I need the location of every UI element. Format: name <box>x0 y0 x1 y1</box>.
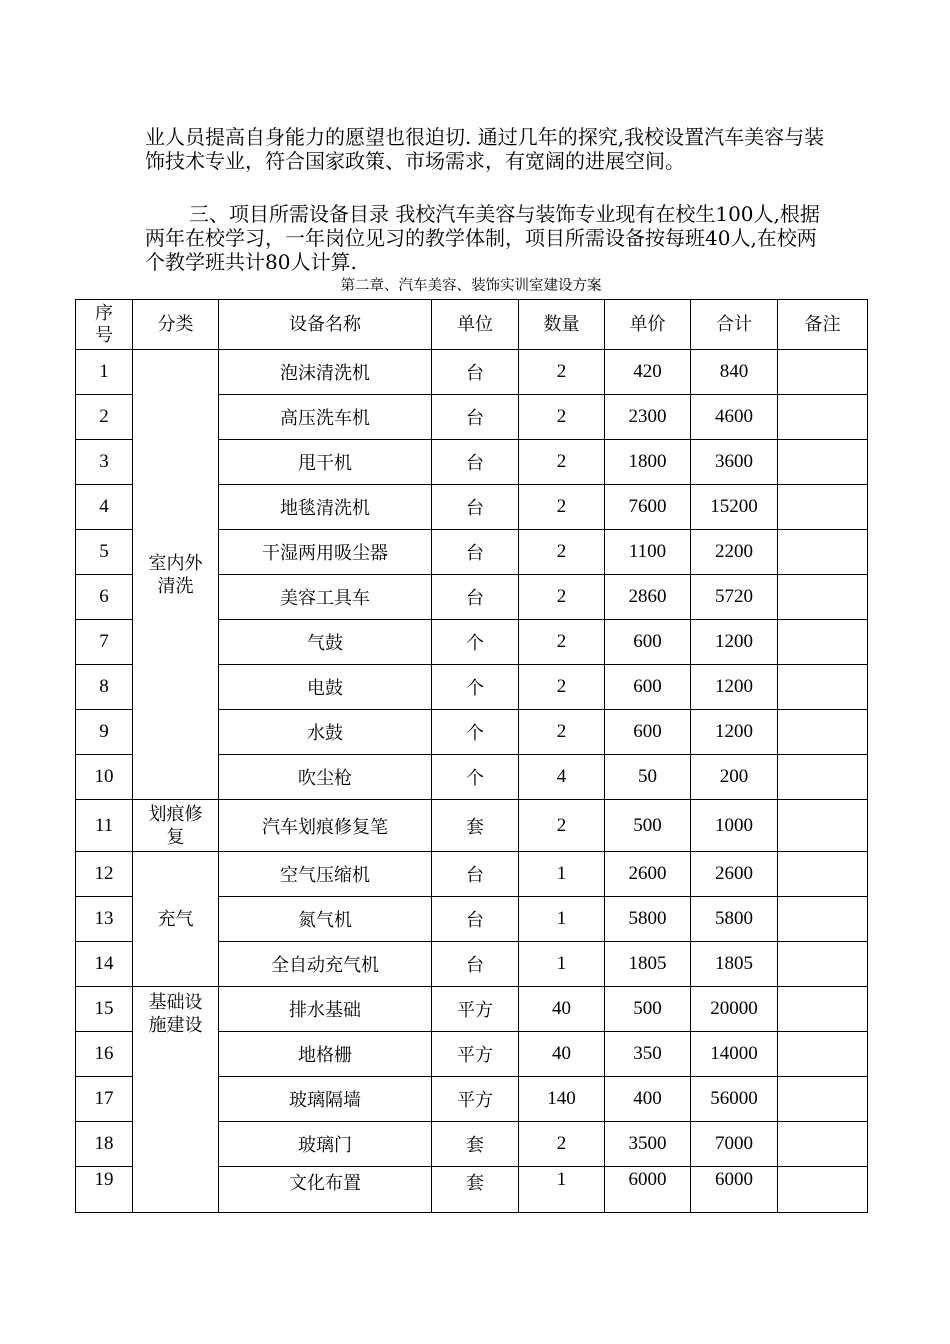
cell-note <box>778 1167 868 1213</box>
cell-total: 1200 <box>691 710 778 755</box>
cell-total: 3600 <box>691 440 778 485</box>
cell-unit: 个 <box>432 620 519 665</box>
cell-unit: 套 <box>432 1122 519 1167</box>
cell-note <box>778 575 868 620</box>
cell-name: 电鼓 <box>219 665 432 710</box>
cell-price: 6000 <box>605 1167 691 1213</box>
cell-no: 6 <box>76 575 133 620</box>
cell-note <box>778 942 868 987</box>
cell-price: 600 <box>605 665 691 710</box>
cell-no: 3 <box>76 440 133 485</box>
cell-name: 泡沫清洗机 <box>219 350 432 395</box>
cell-name: 水鼓 <box>219 710 432 755</box>
cell-note <box>778 350 868 395</box>
cell-total: 14000 <box>691 1032 778 1077</box>
table-row <box>76 800 868 852</box>
cell-total: 20000 <box>691 987 778 1032</box>
cell-note <box>778 395 868 440</box>
header-no: 序号 <box>76 300 133 350</box>
cell-total: 1000 <box>691 800 778 852</box>
cell-total: 56000 <box>691 1077 778 1122</box>
cell-no: 18 <box>76 1122 133 1167</box>
table-row <box>76 350 868 395</box>
cell-name: 玻璃隔墙 <box>219 1077 432 1122</box>
cell-unit: 台 <box>432 350 519 395</box>
cell-no: 1 <box>76 350 133 395</box>
cell-total: 5800 <box>691 897 778 942</box>
cell-qty: 2 <box>519 710 605 755</box>
cell-qty: 140 <box>519 1077 605 1122</box>
cell-price: 2300 <box>605 395 691 440</box>
cell-price: 1100 <box>605 530 691 575</box>
cell-unit: 台 <box>432 897 519 942</box>
cell-qty: 2 <box>519 530 605 575</box>
cell-total: 5720 <box>691 575 778 620</box>
cell-no: 19 <box>76 1167 133 1213</box>
cell-price: 50 <box>605 755 691 800</box>
cell-name: 地格栅 <box>219 1032 432 1077</box>
cell-total: 15200 <box>691 485 778 530</box>
cell-note <box>778 620 868 665</box>
cell-name: 高压洗车机 <box>219 395 432 440</box>
category-cell: 室内外清洗 <box>133 350 219 800</box>
cell-unit: 套 <box>432 800 519 852</box>
table-row <box>76 852 868 897</box>
cell-total: 1805 <box>691 942 778 987</box>
cell-no: 13 <box>76 897 133 942</box>
cell-unit: 平方 <box>432 1032 519 1077</box>
cell-name: 汽车划痕修复笔 <box>219 800 432 852</box>
table-row <box>76 987 868 1032</box>
cell-total: 1200 <box>691 620 778 665</box>
category-cell: 充气 <box>133 852 219 987</box>
cell-name: 玻璃门 <box>219 1122 432 1167</box>
cell-note <box>778 440 868 485</box>
cell-qty: 1 <box>519 897 605 942</box>
cell-total: 7000 <box>691 1122 778 1167</box>
cell-name: 文化布置 <box>219 1167 432 1213</box>
cell-note <box>778 485 868 530</box>
category-cell: 基础设施建设 <box>133 987 219 1213</box>
cell-unit: 台 <box>432 395 519 440</box>
header-category: 分类 <box>133 300 219 350</box>
cell-qty: 40 <box>519 1032 605 1077</box>
cell-note <box>778 710 868 755</box>
cell-qty: 40 <box>519 987 605 1032</box>
cell-qty: 2 <box>519 1122 605 1167</box>
cell-no: 2 <box>76 395 133 440</box>
cell-qty: 1 <box>519 942 605 987</box>
cell-price: 7600 <box>605 485 691 530</box>
cell-no: 11 <box>76 800 133 852</box>
cell-no: 7 <box>76 620 133 665</box>
cell-price: 1800 <box>605 440 691 485</box>
cell-no: 17 <box>76 1077 133 1122</box>
cell-qty: 2 <box>519 395 605 440</box>
cell-unit: 台 <box>432 440 519 485</box>
cell-note <box>778 852 868 897</box>
cell-qty: 2 <box>519 575 605 620</box>
cell-note <box>778 987 868 1032</box>
cell-qty: 2 <box>519 440 605 485</box>
cell-note <box>778 1077 868 1122</box>
cell-qty: 4 <box>519 755 605 800</box>
category-cell: 划痕修复 <box>133 800 219 852</box>
cell-qty: 2 <box>519 800 605 852</box>
cell-note <box>778 665 868 710</box>
cell-no: 9 <box>76 710 133 755</box>
cell-qty: 2 <box>519 350 605 395</box>
cell-note <box>778 1122 868 1167</box>
body-paragraph-2-text: 三、项目所需设备目录 我校汽车美容与装饰专业现有在校生100人,根据两年在校学习，一年岗位见习的教学体制，项目所需设备按每班40人,在校两个教学班共计80人计算. <box>145 202 820 274</box>
cell-name: 美容工具车 <box>219 575 432 620</box>
cell-note <box>778 1032 868 1077</box>
cell-name: 氮气机 <box>219 897 432 942</box>
cell-qty: 2 <box>519 485 605 530</box>
cell-qty: 1 <box>519 852 605 897</box>
cell-qty: 2 <box>519 665 605 710</box>
cell-name: 干湿两用吸尘器 <box>219 530 432 575</box>
cell-price: 420 <box>605 350 691 395</box>
cell-unit: 套 <box>432 1167 519 1213</box>
cell-total: 840 <box>691 350 778 395</box>
cell-name: 吹尘枪 <box>219 755 432 800</box>
cell-name: 甩干机 <box>219 440 432 485</box>
cell-no: 10 <box>76 755 133 800</box>
cell-price: 400 <box>605 1077 691 1122</box>
cell-price: 500 <box>605 987 691 1032</box>
cell-price: 350 <box>605 1032 691 1077</box>
cell-qty: 2 <box>519 620 605 665</box>
cell-no: 14 <box>76 942 133 987</box>
cell-unit: 台 <box>432 942 519 987</box>
body-paragraph-2 <box>145 202 825 274</box>
equipment-table <box>75 299 868 1213</box>
cell-unit: 台 <box>432 852 519 897</box>
cell-unit: 台 <box>432 530 519 575</box>
cell-no: 5 <box>76 530 133 575</box>
cell-no: 16 <box>76 1032 133 1077</box>
cell-price: 5800 <box>605 897 691 942</box>
cell-price: 1805 <box>605 942 691 987</box>
cell-unit: 个 <box>432 710 519 755</box>
header-unit: 单位 <box>432 300 519 350</box>
cell-qty: 1 <box>519 1167 605 1213</box>
cell-total: 200 <box>691 755 778 800</box>
cell-unit: 个 <box>432 665 519 710</box>
cell-name: 排水基础 <box>219 987 432 1032</box>
table-header-row <box>76 300 868 350</box>
cell-price: 2600 <box>605 852 691 897</box>
cell-note <box>778 530 868 575</box>
body-paragraph-1: 业人员提高自身能力的愿望也很迫切. 通过几年的探究,我校设置汽车美容与装饰技术专业，符合国家政策、市场需求，有宽阔的进展空间。 <box>145 125 825 173</box>
cell-price: 600 <box>605 710 691 755</box>
cell-no: 4 <box>76 485 133 530</box>
cell-name: 气鼓 <box>219 620 432 665</box>
cell-no: 15 <box>76 987 133 1032</box>
cell-price: 3500 <box>605 1122 691 1167</box>
cell-price: 2860 <box>605 575 691 620</box>
cell-price: 500 <box>605 800 691 852</box>
cell-total: 6000 <box>691 1167 778 1213</box>
cell-no: 12 <box>76 852 133 897</box>
cell-note <box>778 755 868 800</box>
header-note: 备注 <box>778 300 868 350</box>
cell-total: 4600 <box>691 395 778 440</box>
cell-unit: 平方 <box>432 1077 519 1122</box>
cell-total: 2600 <box>691 852 778 897</box>
table-caption: 第二章、汽车美容、装饰实训室建设方案 <box>340 278 602 294</box>
header-name: 设备名称 <box>219 300 432 350</box>
cell-unit: 个 <box>432 755 519 800</box>
cell-unit: 台 <box>432 485 519 530</box>
cell-name: 地毯清洗机 <box>219 485 432 530</box>
cell-total: 1200 <box>691 665 778 710</box>
cell-no: 8 <box>76 665 133 710</box>
cell-unit: 台 <box>432 575 519 620</box>
cell-price: 600 <box>605 620 691 665</box>
header-qty: 数量 <box>519 300 605 350</box>
header-total: 合计 <box>691 300 778 350</box>
header-price: 单价 <box>605 300 691 350</box>
cell-total: 2200 <box>691 530 778 575</box>
cell-name: 空气压缩机 <box>219 852 432 897</box>
cell-unit: 平方 <box>432 987 519 1032</box>
cell-note <box>778 897 868 942</box>
cell-name: 全自动充气机 <box>219 942 432 987</box>
cell-note <box>778 800 868 852</box>
